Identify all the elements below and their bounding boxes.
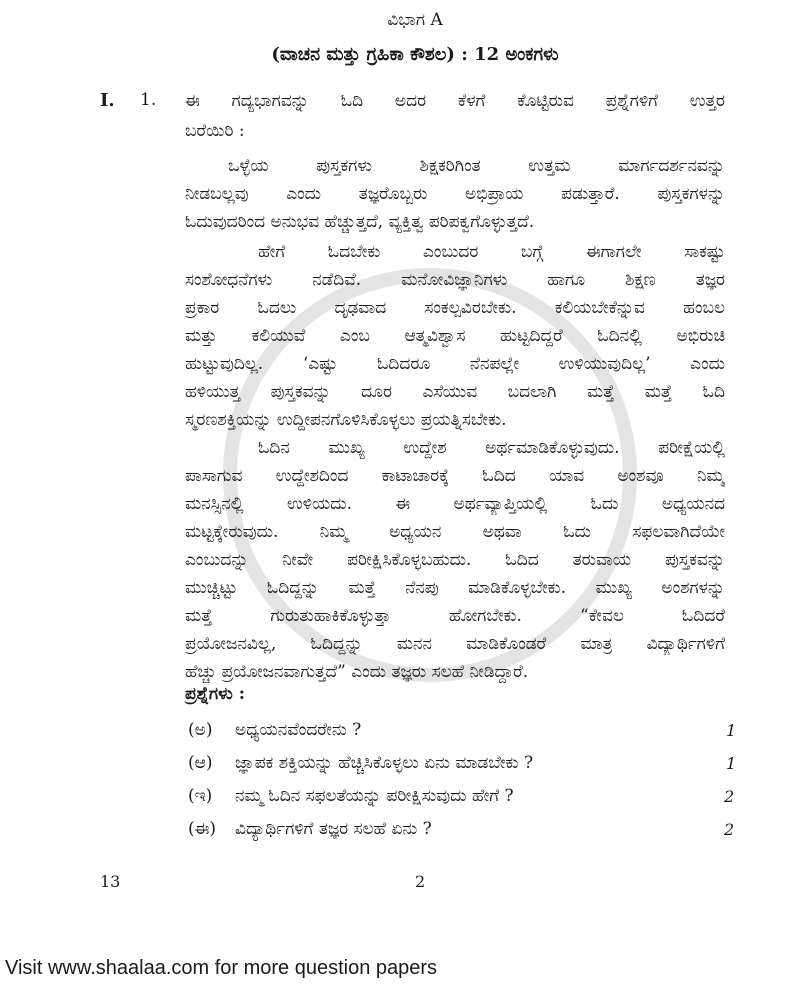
passage-line: ಪಾಸಾಗುವ ಉದ್ದೇಶದಿಂದ ಕಾಟಾಚಾರಕ್ಕೆ ಓದಿದ ಯಾವ ಅಂಶವೂ ನಿಮ್ಮ	[185, 466, 725, 486]
passage-line: ಹುಟ್ಟುವುದಿಲ್ಲ. ‘ಎಷ್ಟು ಓದಿದರೂ ನೆನಪಲ್ಲೇ ಉಳಿಯುವುದಿಲ್ಲ’ ಎಂದು	[185, 354, 725, 374]
sub-question-label: (ಇ)	[188, 786, 213, 806]
passage-line: ಪ್ರಕಾರ ಓದಲು ದೃಢವಾದ ಸಂಕಲ್ಪವಿರಬೇಕು. ಕಲಿಯಬೇಕೆನ್ನುವ ಹಂಬಲ	[185, 298, 725, 318]
sub-question-marks: 1	[726, 721, 737, 740]
passage-line: ಮತ್ತೆ ಗುರುತುಹಾಕಿಕೊಳ್ಳುತ್ತಾ ಹೋಗಬೇಕು. “ಕೇವಲ ಓದಿದರೆ	[185, 606, 725, 626]
passage-line: ಪ್ರಯೋಜನವಿಲ್ಲ, ಓದಿದ್ದನ್ನು ಮನನ ಮಾಡಿಕೊಂಡರೆ ಮಾತ್ರ ವಿದ್ಯಾರ್ಥಿಗಳಿಗೆ	[185, 634, 725, 654]
question-number: 1.	[140, 90, 157, 110]
question-part: I.	[100, 90, 115, 111]
sub-question-label: (ಈ)	[188, 819, 217, 839]
section-title: ವಿಭಾಗ A	[387, 10, 443, 30]
sub-question-text: ನಮ್ಮ ಓದಿನ ಸಫಲತೆಯನ್ನು ಪರೀಕ್ಷಿಸುವುದು ಹೇಗೆ ?	[235, 786, 514, 806]
sub-question-marks: 2	[724, 787, 735, 806]
instruction-line: ಈ ಗದ್ಯಭಾಗವನ್ನು ಓದಿ ಅದರ ಕೆಳಗೆ ಕೊಟ್ಟಿರುವ ಪ್ರಶ್ನೆಗಳಿಗೆ ಉತ್ತರ	[185, 91, 725, 111]
passage-line: ಹಳಿಯುತ್ತ ಪುಸ್ತಕವನ್ನು ದೂರ ಎಸೆಯುವ ಬದಲಾಗಿ ಮತ್ತೆ ಮತ್ತೆ ಓದಿ	[185, 382, 725, 402]
page-number: 2	[415, 872, 426, 891]
promo-link[interactable]: Visit www.shaalaa.com for more question papers	[5, 957, 438, 979]
sub-question-text: ಜ್ಞಾಪಕ ಶಕ್ತಿಯನ್ನು ಹೆಚ್ಚಿಸಿಕೊಳ್ಳಲು ಏನು ಮಾಡಬೇಕು ?	[235, 753, 534, 773]
passage-line: ಮುಚ್ಚಿಟ್ಟು ಓದಿದ್ದನ್ನು ಮತ್ತೆ ನೆನಪು ಮಾಡಿಕೊಳ್ಳಬೇಕು. ಮುಖ್ಯ ಅಂಶಗಳನ್ನು	[185, 578, 725, 598]
passage-line: ಓದಿನ ಮುಖ್ಯ ಉದ್ದೇಶ ಅರ್ಥಮಾಡಿಕೊಳ್ಳುವುದು. ಪರೀಕ್ಷೆಯಲ್ಲಿ	[258, 438, 725, 458]
passage-line: ಸ್ಮರಣಶಕ್ತಿಯನ್ನು ಉದ್ದೀಪನಗೊಳಿಸಿಕೊಳ್ಳಲು ಪ್ರಯತ್ನಿಸಬೇಕು.	[185, 410, 507, 430]
section-subtitle: (ವಾಚನ ಮತ್ತು ಗ್ರಹಿಕಾ ಕೌಶಲ) : 12 ಅಂಕಗಳು	[271, 44, 559, 65]
passage-line: ಮನಸ್ಸಿನಲ್ಲಿ ಉಳಿಯದು. ಈ ಅರ್ಥವ್ಯಾಪ್ತಿಯಲ್ಲಿ ಓದು ಅಧ್ಯಯನದ	[185, 494, 725, 514]
sub-question-marks: 1	[726, 754, 737, 773]
passage-line: ನೀಡಬಲ್ಲವು ಎಂದು ತಜ್ಞರೊಬ್ಬರು ಅಭಿಪ್ರಾಯ ಪಡುತ್ತಾರೆ. ಪುಸ್ತಕಗಳನ್ನು	[185, 184, 725, 204]
passage-line: ಒಳ್ಳೆಯ ಪುಸ್ತಕಗಳು ಶಿಕ್ಷಕರಿಗಿಂತ ಉತ್ತಮ ಮಾರ್ಗದರ್ಶನವನ್ನು	[228, 156, 725, 176]
passage-line: ಹೇಗೆ ಓದಬೇಕು ಎಂಬುದರ ಬಗ್ಗೆ ಈಗಾಗಲೇ ಸಾಕಷ್ಟು	[258, 242, 725, 262]
sub-question-label: (ಅ)	[188, 720, 213, 740]
sub-question-text: ಅಧ್ಯಯನವೆಂದರೇನು ?	[235, 720, 362, 740]
sub-question-marks: 2	[724, 820, 735, 839]
passage-line: ಸಂಶೋಧನೆಗಳು ನಡೆದಿವೆ. ಮನೋವಿಜ್ಞಾನಿಗಳು ಹಾಗೂ ಶಿಕ್ಷಣ ತಜ್ಞರ	[185, 270, 725, 290]
passage-line: ಹೆಚ್ಚು ಪ್ರಯೋಜನವಾಗುತ್ತದೆ” ಎಂದು ತಜ್ಞರು ಸಲಹೆ ನೀಡಿದ್ದಾರೆ.	[185, 662, 529, 682]
passage-line: ಮಟ್ಟಕ್ಕೇರುವುದು. ನಿಮ್ಮ ಅಧ್ಯಯನ ಅಥವಾ ಓದು ಸಫಲವಾಗಿದೆಯೇ	[185, 522, 725, 542]
passage-line: ಎಂಬುದನ್ನು ನೀವೇ ಪರೀಕ್ಷಿಸಿಕೊಳ್ಳಬಹುದು. ಓದಿದ ತರುವಾಯ ಪುಸ್ತಕವನ್ನು	[185, 550, 725, 570]
sub-question-label: (ಆ)	[188, 753, 213, 773]
paper-code: 13	[100, 872, 121, 891]
passage-line: ಮತ್ತು ಕಲಿಯುವೆ ಎಂಬ ಆತ್ಮವಿಶ್ವಾಸ ಹುಟ್ಟದಿದ್ದರೆ ಓದಿನಲ್ಲಿ ಅಭಿರುಚಿ	[185, 326, 725, 346]
sub-question-text: ವಿದ್ಯಾರ್ಥಿಗಳಿಗೆ ತಜ್ಞರ ಸಲಹೆ ಏನು ?	[235, 819, 432, 839]
passage-line: ಓದುವುದರಿಂದ ಅನುಭವ ಹೆಚ್ಚುತ್ತದೆ, ವ್ಯಕ್ತಿತ್ವ ಪರಿಪಕ್ವಗೊಳ್ಳುತ್ತದೆ.	[185, 212, 535, 232]
instruction-line: ಬರೆಯಿರಿ :	[185, 121, 245, 141]
questions-heading: ಪ್ರಶ್ನೆಗಳು :	[185, 684, 245, 704]
